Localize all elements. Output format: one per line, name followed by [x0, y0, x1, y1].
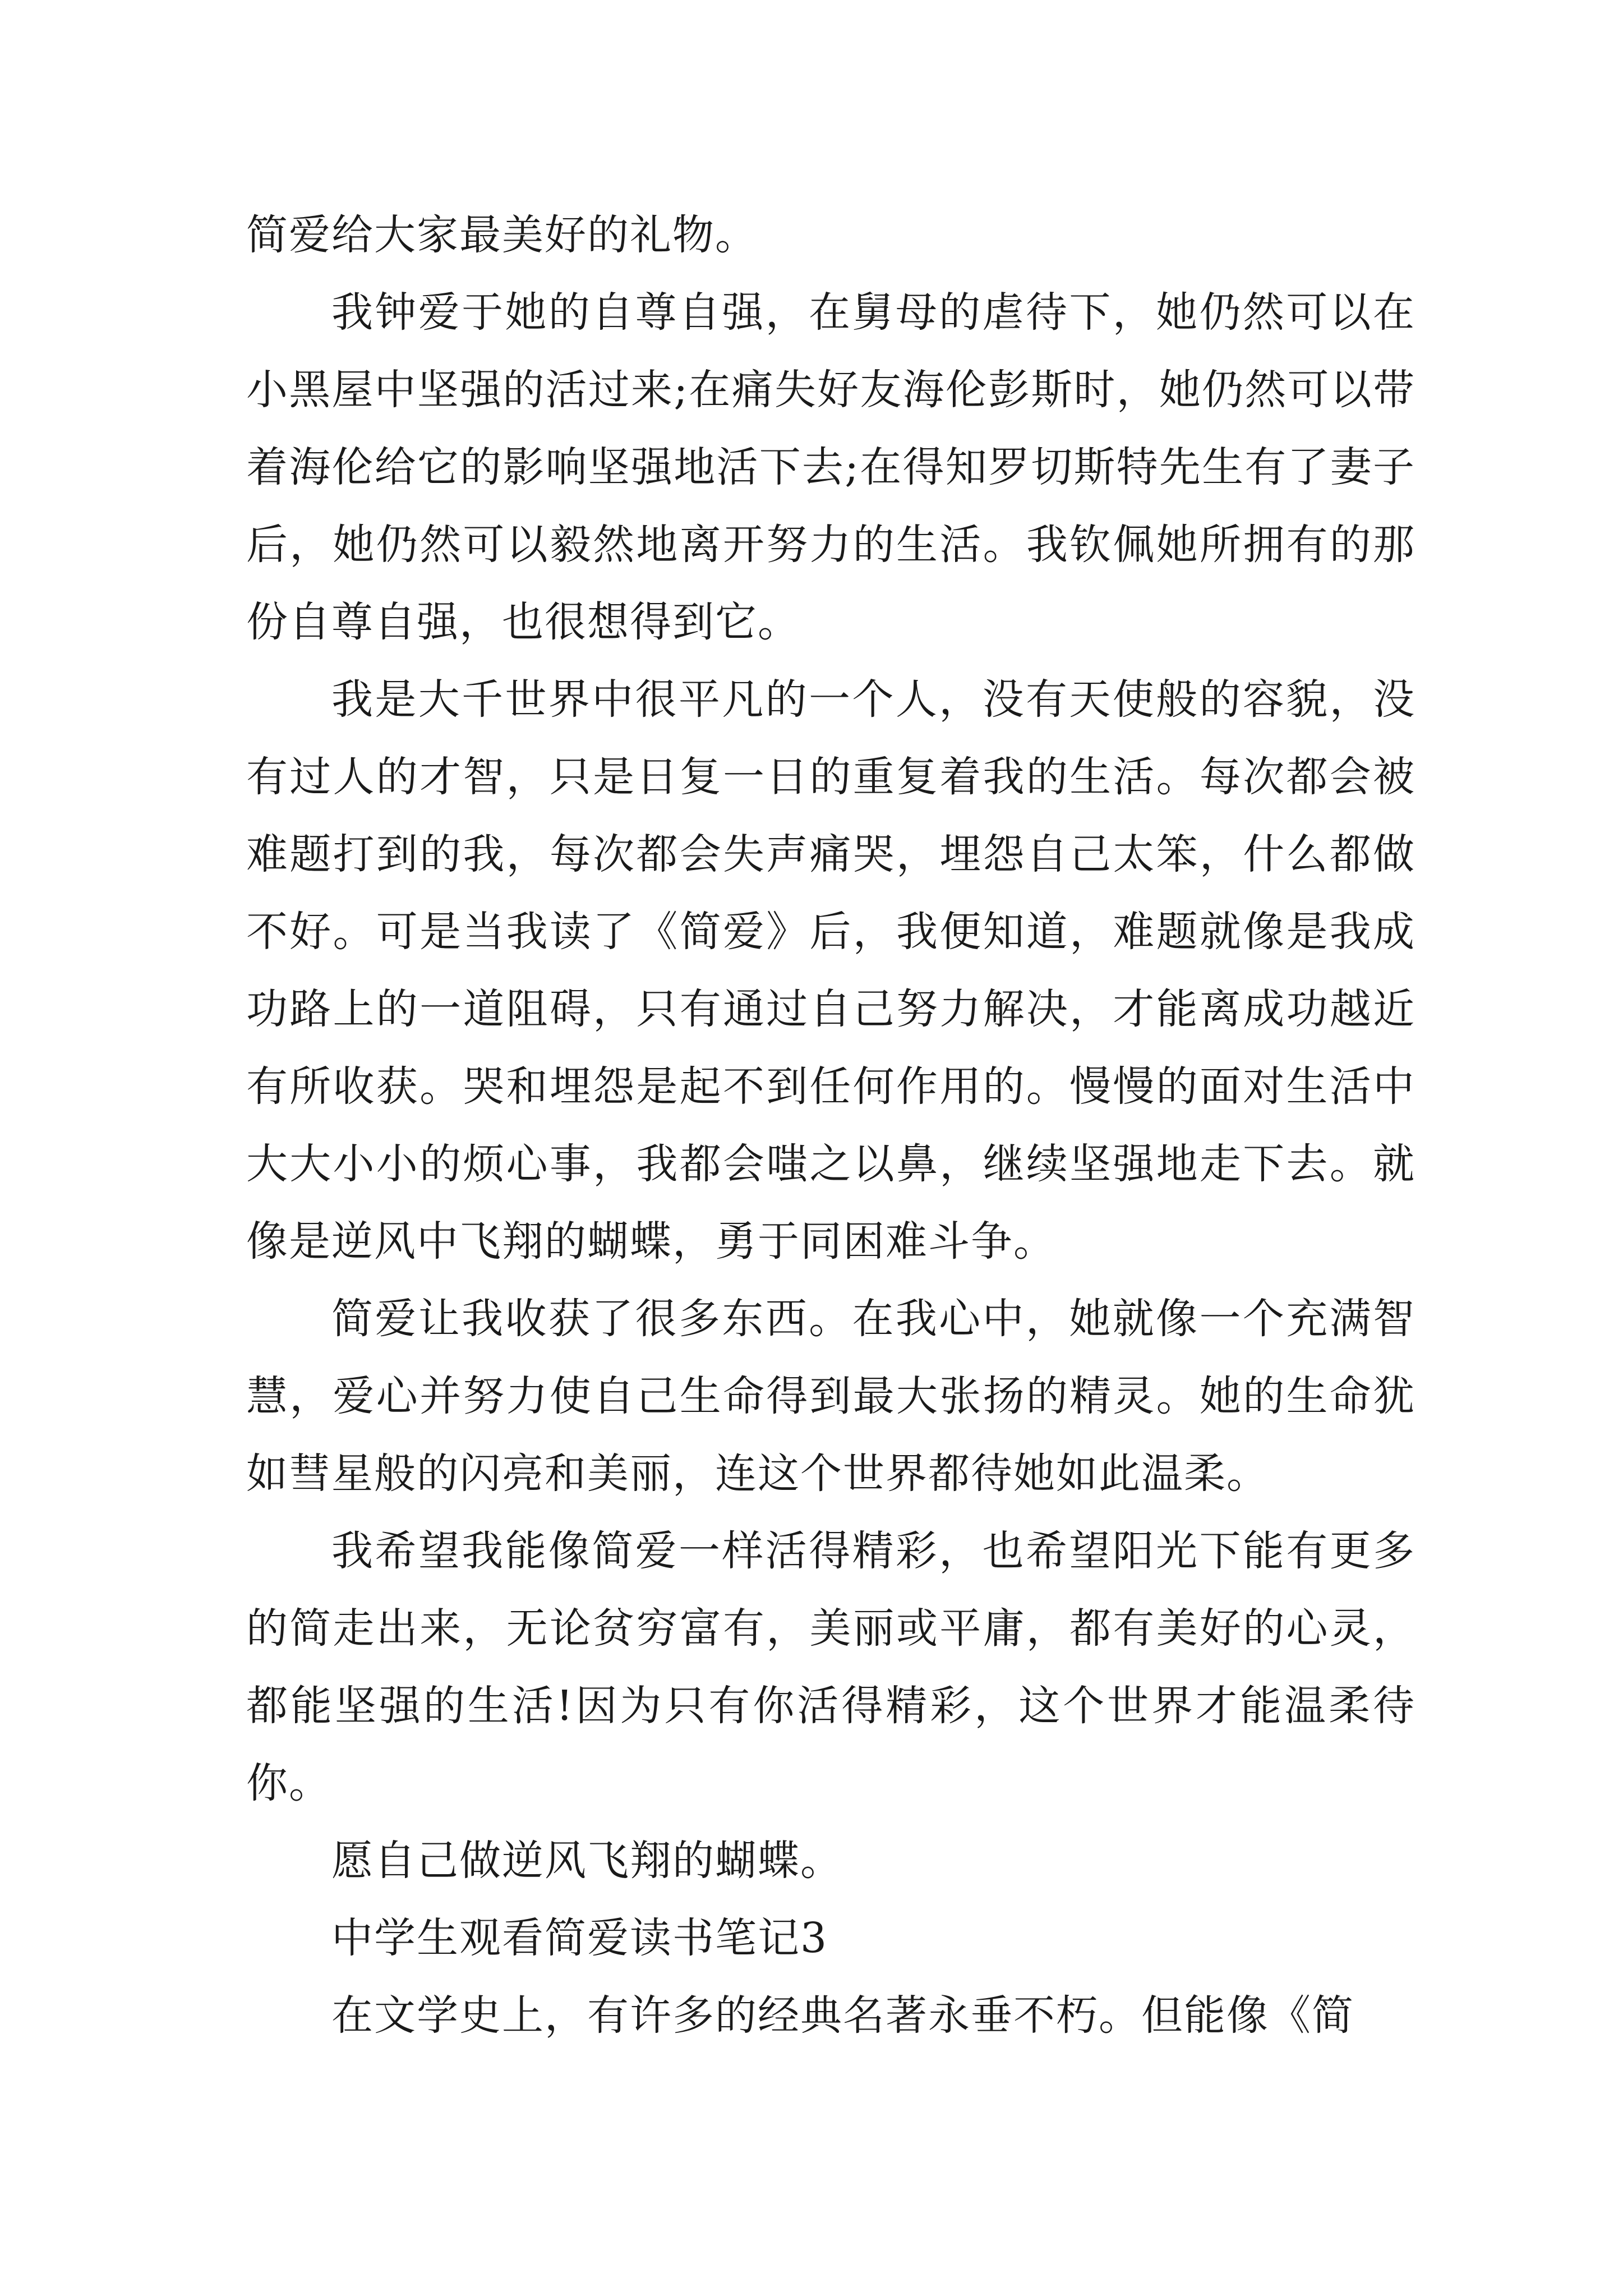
paragraph-5: 我希望我能像简爱一样活得精彩，也希望阳光下能有更多的简走出来，无论贫穷富有，美丽或平庸，都有美好的心灵，都能坚强的生活!因为只有你活得精彩，这个世界才能温柔待你。 [246, 1527, 1415, 1807]
paragraph-4: 简爱让我收获了很多东西。在我心中，她就像一个充满智慧，爱心并努力使自己生命得到最大张扬的精灵。她的生命犹如彗星般的闪亮和美丽，连这个世界都待她如此温柔。 [246, 1295, 1415, 1498]
document-body [246, 196, 1415, 2054]
section-heading: 中学生观看简爱读书笔记3 [331, 1914, 828, 1962]
paragraph-3: 我是大千世界中很平凡的一个人，没有天使般的容貌，没有过人的才智，只是日复一日的重复着我的生活。每次都会被难题打到的我，每次都会失声痛哭，埋怨自己太笨，什么都做不好。可是当我读了《简爱》后，我便知道，难题就像是我成功路上的一道阻碍，只有通过自己努力解决，才能离成功越近有所收获。哭和埋怨是起不到任何作用的。慢慢的面对生活中大大小小的烦心事，我都会嗤之以鼻，继续坚强地走下去。就像是逆风中飞翔的蝴蝶，勇于同困难斗争。 [246, 675, 1415, 1266]
paragraph-1: 简爱给大家最美好的礼物。 [246, 211, 758, 259]
paragraph-2: 我钟爱于她的自尊自强，在舅母的虐待下，她仍然可以在小黑屋中坚强的活过来;在痛失好友海伦彭斯时，她仍然可以带着海伦给它的影响坚强地活下去;在得知罗切斯特先生有了妻子后，她仍然可以毅然地离开努力的生活。我钦佩她所拥有的那份自尊自强，也很想得到它。 [246, 288, 1415, 646]
paragraph-7: 在文学史上，有许多的经典名著永垂不朽。但能像《简 [331, 1991, 1354, 2040]
paragraph-6: 愿自己做逆风飞翔的蝴蝶。 [331, 1837, 843, 1885]
